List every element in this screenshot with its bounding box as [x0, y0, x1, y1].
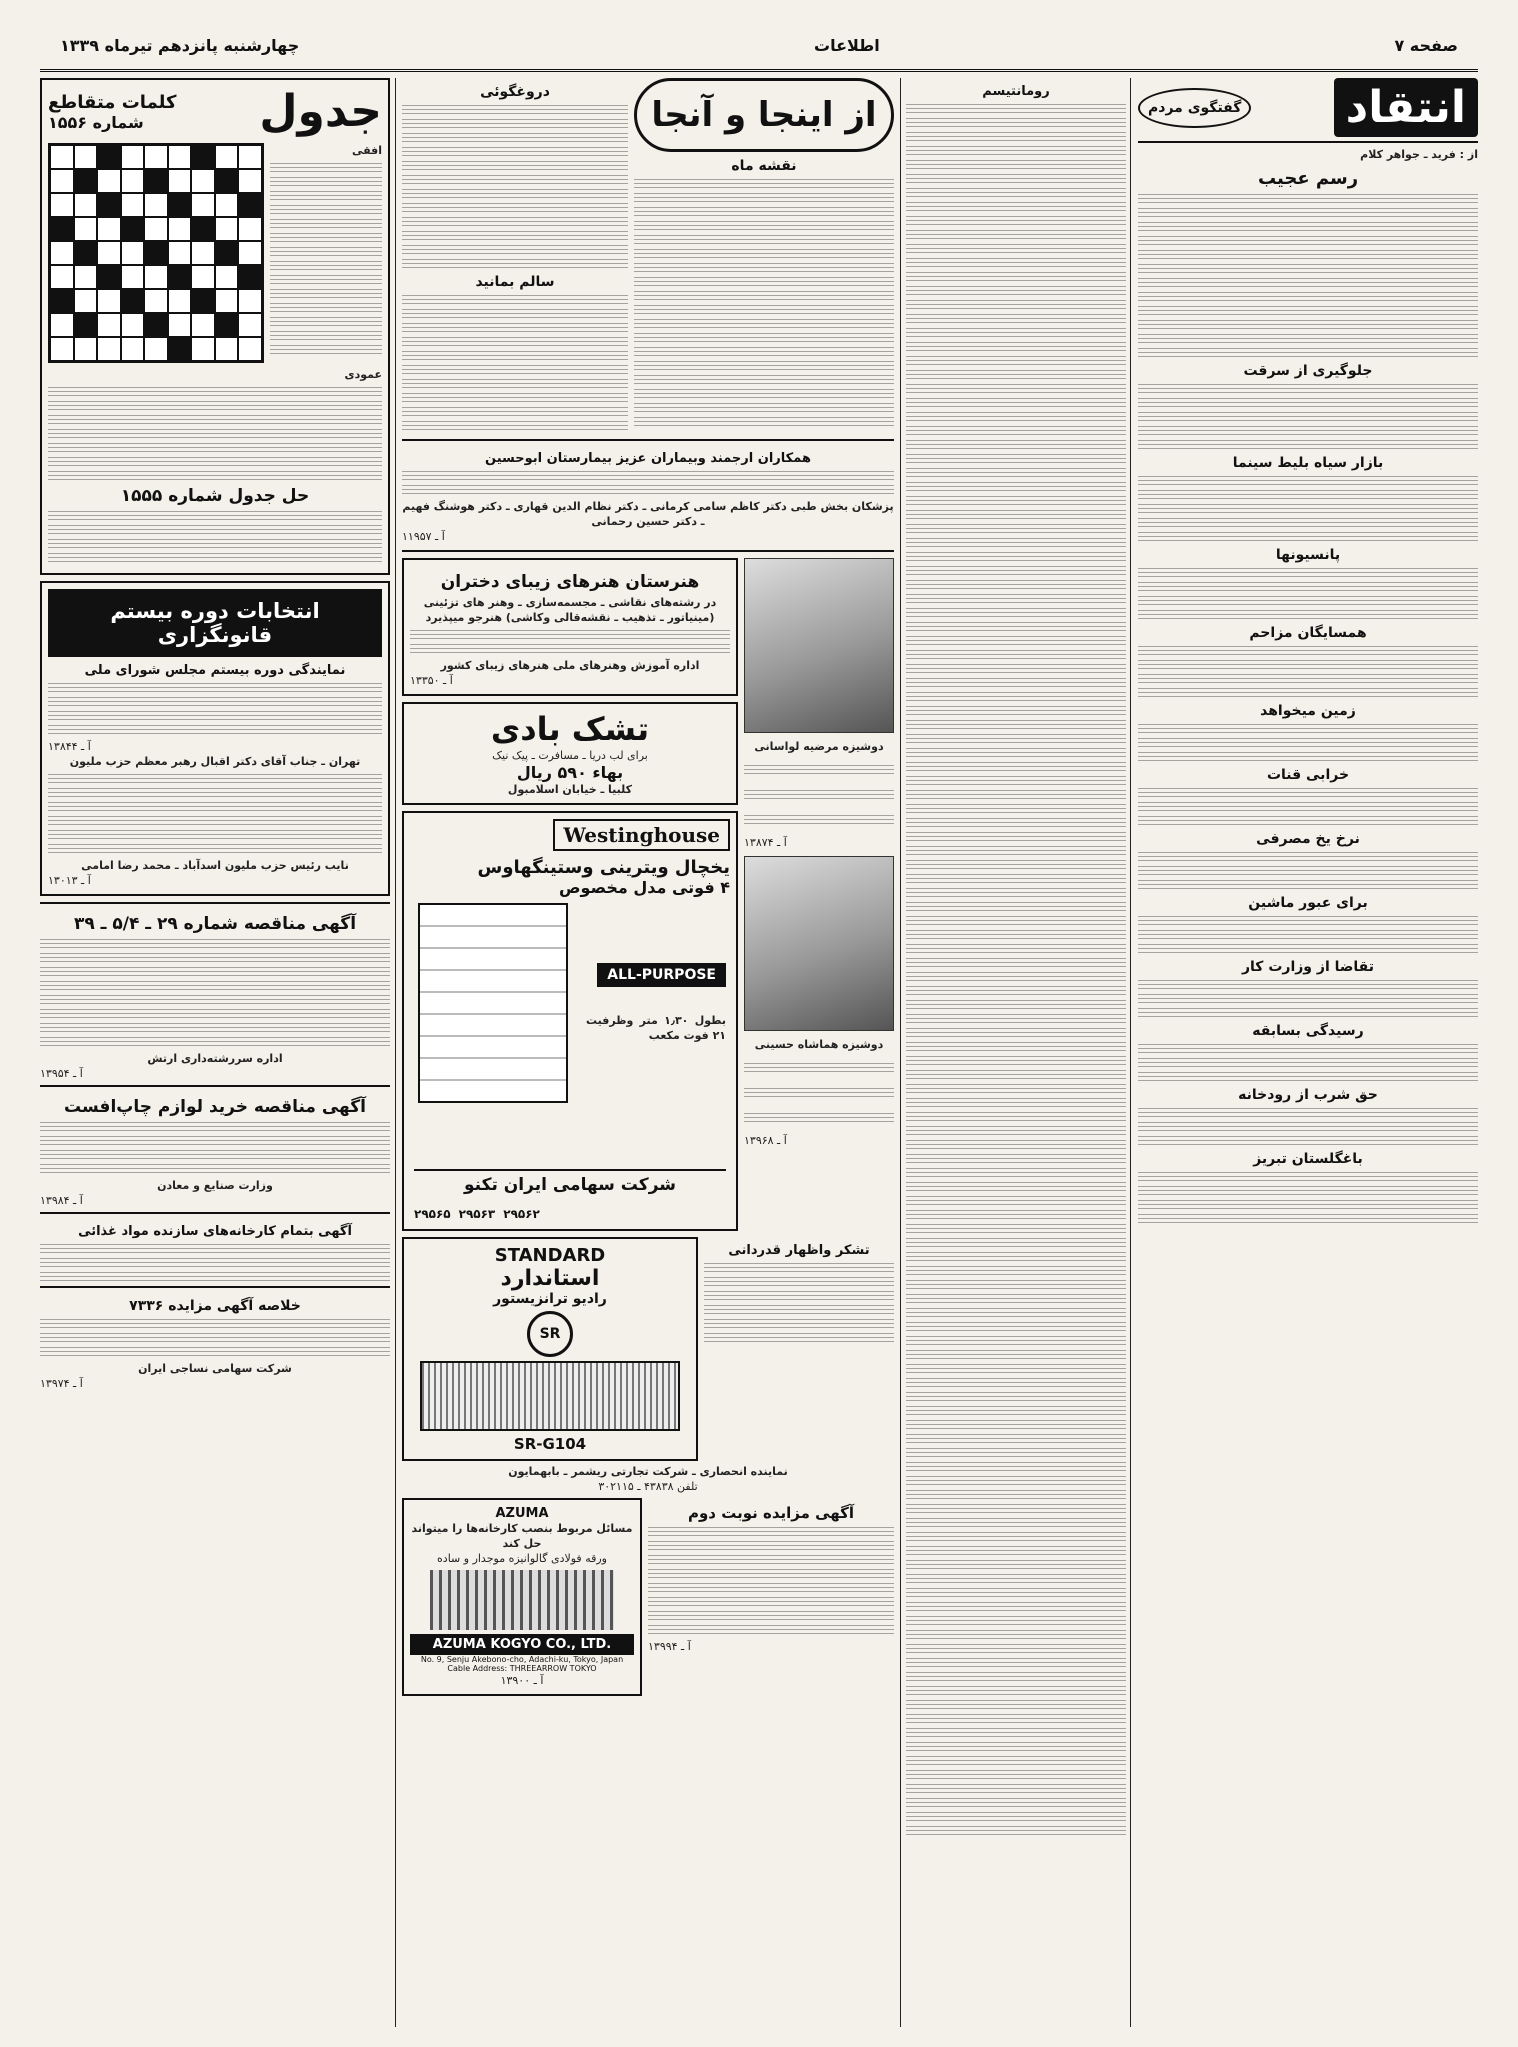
honarestan-title: هنرستان هنرهای زیبای دختران	[440, 572, 700, 592]
moon-map-headline: نقشه ماه	[731, 158, 797, 174]
crossword-title: جدول	[259, 86, 382, 137]
azuma-address: No. 9, Senju Akebono-cho, Adachi-ku, Tokyo, Japan	[420, 1655, 624, 1664]
critique-section: باغگلستان تبریز	[1253, 1151, 1363, 1167]
portrait-photo	[744, 558, 894, 733]
azuma-brand: AZUMA	[495, 1506, 549, 1521]
critique-section: برای عبور ماشین	[1248, 895, 1368, 911]
westinghouse-ad	[402, 811, 738, 1231]
fridge-image	[418, 903, 568, 1103]
tashk-tagline: برای لب دریا ـ مسافرت ـ پیک نیک	[492, 749, 648, 762]
critique-section: جلوگیری از سرقت	[1243, 363, 1373, 379]
tashk-shop: کلبیا ـ خیابان اسلامبول	[507, 783, 633, 796]
hospital-notice-ref: آ ـ ۱۱۹۵۷	[402, 530, 445, 543]
azuma-cable: Cable Address: THREEARROW TOKYO	[447, 1664, 597, 1673]
down-label: عمودی	[344, 368, 382, 381]
masthead	[40, 22, 1478, 72]
radio-image	[420, 1361, 680, 1431]
auction-summary-notice	[40, 1286, 390, 1391]
critique-section: رسیدگی بسابقه	[1252, 1023, 1364, 1039]
critique-section: تقاضا از وزارت کار	[1241, 959, 1374, 975]
critique-section: خرابی قنات	[1266, 767, 1350, 783]
westinghouse-capacity: بطول ۱٫۳۰ متر وظرفیت ۲۱ فوت مکعب	[586, 1014, 726, 1042]
crossword-number: شماره ۱۵۵۶	[48, 112, 144, 132]
photo-caption: دوشیزه هماشاه حسینی	[754, 1038, 884, 1051]
critique-section: همسایگان مزاحم	[1249, 625, 1367, 641]
phone-number: ۲۹۵۶۳	[458, 1207, 496, 1221]
critique-section: بازار سیاه بلیط سینما	[1232, 455, 1384, 471]
standard-model: SR-G104	[513, 1435, 587, 1453]
steel-sheet-image	[430, 1570, 614, 1630]
elections-ref1: آ ـ ۱۳۸۴۴	[48, 740, 91, 753]
tender-ref: آ ـ ۱۳۹۵۴	[40, 1067, 83, 1080]
romanticism-headline: رومانتیسم	[982, 84, 1050, 99]
honarestan-ad	[402, 558, 738, 696]
portrait-photo	[744, 856, 894, 1031]
azuma-product: ورقه فولادی گالوانیزه موجدار و ساده	[437, 1552, 607, 1565]
print-tender-signature: وزارت صنایع و معادن	[157, 1179, 273, 1192]
honarestan-ref: آ ـ ۱۳۳۵۰	[410, 674, 453, 687]
elections-banner: انتخابات دوره بیستم قانونگزاری	[48, 589, 382, 657]
azuma-headline: مسائل مربوط بنصب کارخانه‌ها را میتواند حل کند	[411, 1522, 633, 1550]
critique-byline: از : فرید ـ جواهر کلام	[1360, 148, 1478, 161]
elections-headline: نمایندگی دوره بیستم مجلس شورای ملی	[84, 663, 346, 678]
solution-title: حل جدول شماره ۱۵۵۵	[120, 486, 310, 506]
tender-signature: اداره سررشته‌داری ارتش	[147, 1052, 283, 1065]
standard-subtitle: رادیو ترانزیستور	[493, 1291, 607, 1307]
food-factories-notice	[40, 1212, 390, 1281]
auction-summary-ref: آ ـ ۱۳۹۷۴	[40, 1377, 83, 1390]
westinghouse-model: ۴ فوتی مدل مخصوص	[559, 878, 730, 897]
print-tender-ref: آ ـ ۱۳۹۸۴	[40, 1194, 83, 1207]
elections-tehran-header: تهران ـ جناب آقای دکتر اقبال رهبر معظم حزب ملیون	[69, 755, 361, 768]
tashk-brand: تشک بادی	[490, 710, 650, 748]
food-factories-title: آگهی بتمام کارخانه‌های سازنده مواد غذائی	[78, 1224, 352, 1239]
paper-name: اطلاعات	[814, 36, 880, 55]
across-label: افقی	[351, 144, 382, 157]
tashk-price: بهاء ۵۹۰ ریال	[516, 763, 624, 782]
critique-section: پانسیونها	[1275, 547, 1341, 563]
all-purpose-label: ALL-PURPOSE	[597, 963, 726, 987]
azuma-ad	[402, 1498, 642, 1696]
critique-column	[1138, 78, 1478, 2027]
westinghouse-brand: Westinghouse	[553, 819, 730, 851]
issue-date: چهارشنبه پانزدهم تیرماه ۱۳۳۹	[60, 36, 300, 55]
standard-dealer: نماینده انحصاری ـ شرکت تجارتی ریشمر ـ بابهمایون	[508, 1465, 788, 1478]
critique-section: نرخ یخ مصرفی	[1256, 831, 1360, 847]
elections-signature: نایب رئیس حزب ملیون اسدآباد ـ محمد رضا امامی	[81, 859, 349, 872]
elections-notice	[40, 581, 390, 896]
honarestan-body: در رشته‌های نقاشی ـ مجسمه‌سازی ـ وهنر های تزئینی (مینیاتور ـ تذهیب ـ نقشه‌قالی وکاشی) هنرجو میپذیرد	[423, 596, 717, 624]
photo-caption: دوشیزه مرضیه لواسانی	[754, 740, 884, 753]
photo-ref: آ ـ ۱۳۹۶۸	[744, 1134, 787, 1147]
phone-number: ۲۹۵۶۵	[414, 1207, 451, 1221]
photo-ref: آ ـ ۱۳۸۷۴	[744, 836, 787, 849]
here-and-there-banner: از اینجا و آنجا	[634, 78, 894, 152]
sr-logo: SR	[527, 1311, 573, 1357]
critique-banner: انتقاد	[1334, 78, 1478, 137]
critique-headline: رسم عجیب	[1257, 168, 1359, 189]
elections-ref2: آ ـ ۱۳۰۱۳	[48, 874, 91, 887]
crossword-subtitle: کلمات متقاطع	[48, 91, 177, 113]
standard-phone: تلفن ۴۳۸۳۸ ـ ۳۰۲۱۱۵	[598, 1480, 698, 1493]
honarestan-signature: اداره آموزش وهنرهای ملی هنرهای زیبای کشور	[440, 659, 700, 672]
critique-section: حق شرب از رودخانه	[1238, 1087, 1378, 1103]
crossword-box	[40, 78, 390, 575]
stay-healthy-headline: سالم بمانید	[475, 274, 555, 290]
print-tender-notice	[40, 1085, 390, 1208]
westinghouse-company: شرکت سهامی ایران تکنو	[414, 1169, 726, 1195]
auction-summary-title: خلاصه آگهی مزایده ۷۳۳۶	[129, 1298, 301, 1314]
critique-subtitle: گفتگوی مردم	[1138, 88, 1251, 128]
tashk-ad	[402, 702, 738, 805]
center-section	[402, 78, 894, 2027]
thanks-notice-title: تشکر واظهار قدردانی	[728, 1243, 870, 1258]
westinghouse-product: یخچال ویترینی وستینگهاوس	[477, 857, 730, 878]
news-column	[906, 78, 1126, 2027]
azuma-company: AZUMA KOGYO CO., LTD.	[410, 1634, 634, 1655]
crossword-grid	[48, 143, 264, 363]
tender-title: آگهی مناقصه شماره ۲۹ ـ ۵/۴ ـ ۳۹	[73, 914, 357, 934]
hospital-notice-signature: پزشکان بخش طبی دکتر کاظم سامی کرمانی ـ دکتر نظام الدین قهاری ـ دکتر هوشنگ فهیم ـ دکتر حسین رحمانی	[402, 500, 894, 528]
lie-headline: دروغگوئی	[480, 84, 550, 100]
standard-brand-en: STANDARD	[494, 1245, 606, 1266]
critique-section: زمین میخواهد	[1260, 703, 1356, 719]
phone-number: ۲۹۵۶۲	[503, 1207, 540, 1221]
print-tender-title: آگهی مناقصه خرید لوازم چاپ‌افست	[64, 1097, 366, 1117]
standard-brand-fa: استاندارد	[500, 1266, 600, 1291]
left-column	[40, 78, 390, 2027]
standard-radio-ad	[402, 1237, 698, 1461]
auction-summary-signature: شرکت سهامی نساجی ایران	[138, 1362, 292, 1375]
tender-notice	[40, 902, 390, 1081]
auction-ref: آ ـ ۱۳۹۹۴	[648, 1640, 691, 1653]
azuma-ref: آ ـ ۱۳۹۰۰	[500, 1674, 544, 1687]
auction-title: آگهی مزایده نوبت دوم	[687, 1504, 855, 1522]
westinghouse-phones	[414, 1207, 540, 1221]
hospital-notice-title: همکاران ارجمند وبیماران عزیز بیمارستان ابوحسین	[485, 451, 811, 466]
page-number: صفحه ۷	[1394, 36, 1458, 55]
